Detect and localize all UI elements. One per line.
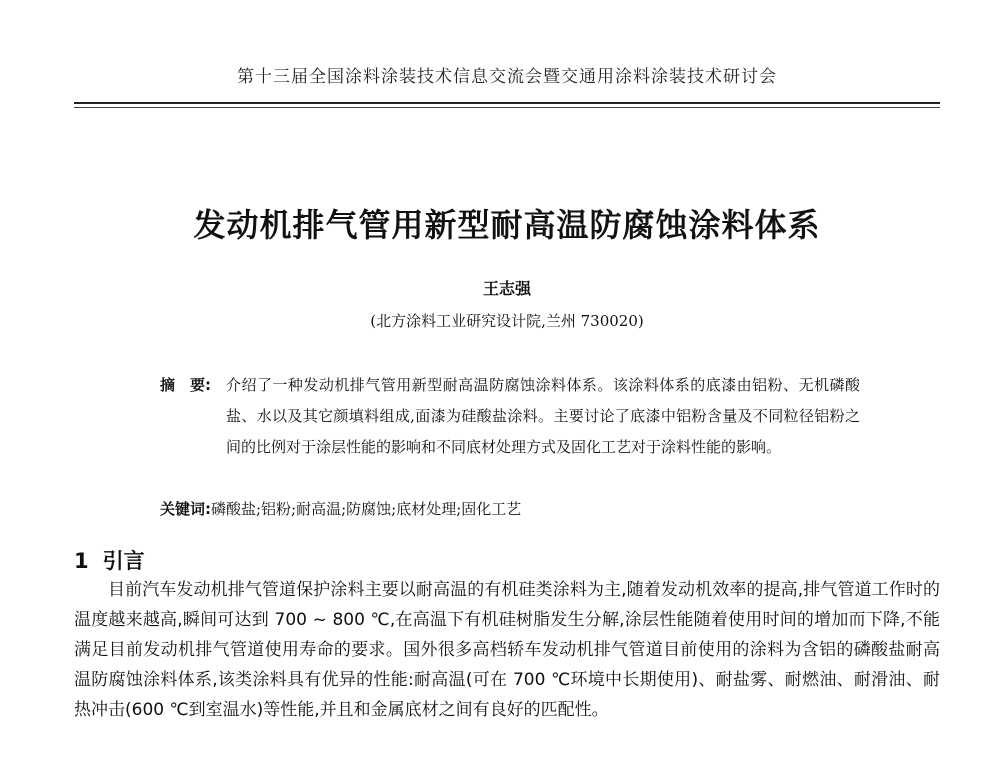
section-title: 引言 [102, 549, 145, 573]
abstract-text: 介绍了一种发动机排气管用新型耐高温防腐蚀涂料体系。该涂料体系的底漆由铝粉、无机磷酸盐、水以及其它颜填料组成,面漆为硅酸盐涂料。主要讨论了底漆中铝粉含量及不同粒径铝粉之间的比例对于涂层性能的影响和不同底材处理方式及固化工艺对于涂料性能的影响。 [226, 376, 860, 456]
author-affiliation: (北方涂料工业研究设计院,兰州 730020) [370, 312, 644, 330]
header-rule [74, 102, 940, 104]
keywords [160, 498, 860, 519]
header-rule-thin [74, 107, 940, 108]
author-name: 王志强 [482, 279, 531, 298]
paper-title: 发动机排气管用新型耐高温防腐蚀涂料体系 [193, 206, 821, 244]
body-paragraph: 目前汽车发动机排气管道保护涂料主要以耐高温的有机硅类涂料为主,随着发动机效率的提高,排气管道工作时的温度越来越高,瞬间可达到 700 ~ 800 ℃,在高温下有机硅树脂发生分解,涂层性能随着使用时间的增加而下降,不能满足目前发动机排气管道使用寿命的要求。国外很多高档轿车发动机排气管道目前使用的涂料为含铝的磷酸盐耐高温防腐蚀涂料体系,该类涂料具有优异的性能:耐高温(可在 700 ℃环境中长期使用)、耐盐雾、耐燃油、耐滑油、耐热冲击(600 ℃到室温水)等性能,并且和金属底材之间有良好的匹配性。 [74, 580, 940, 720]
running-header: 第十三届全国涂料涂装技术信息交流会暨交通用涂料涂装技术研讨会 [237, 67, 777, 87]
keywords-text: 磷酸盐;铝粉;耐高温;防腐蚀;底材处理;固化工艺 [211, 500, 522, 518]
section-heading [74, 545, 145, 575]
keywords-label: 关键词: [160, 500, 211, 518]
section-number: 1 [74, 549, 89, 573]
abstract [160, 370, 860, 463]
abstract-label: 摘 要: [160, 376, 211, 394]
